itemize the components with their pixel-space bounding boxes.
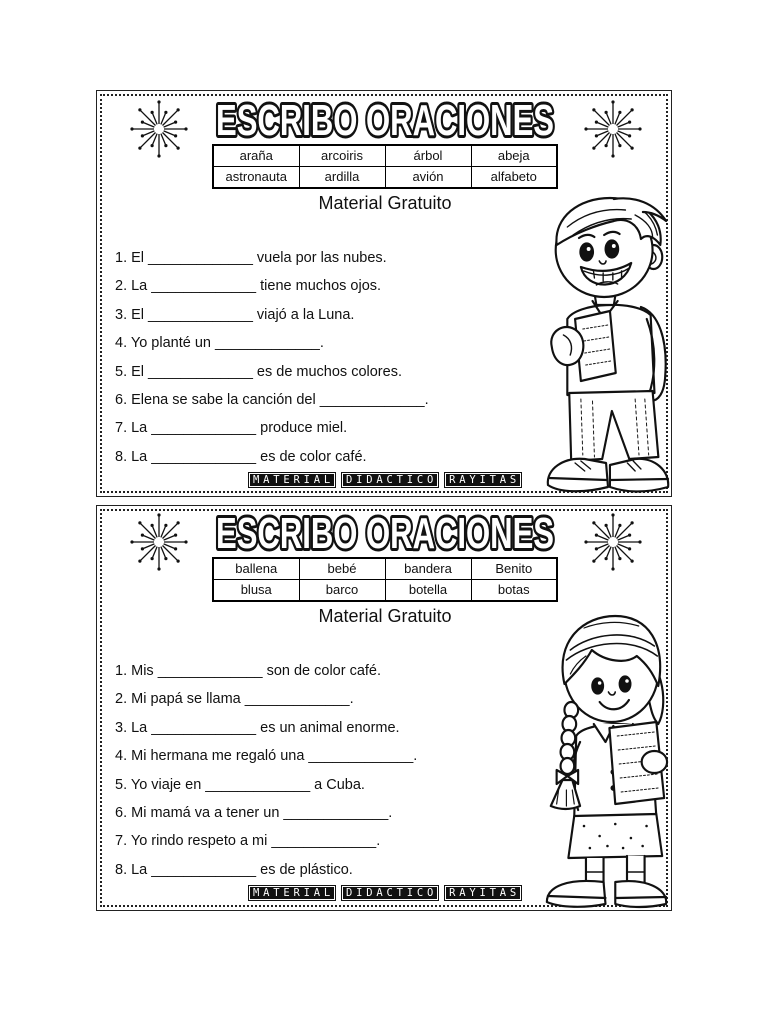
sentence-item: 7. La _____________ produce miel. <box>115 420 348 437</box>
word-bank-cell: abeja <box>471 145 557 167</box>
burst-dot <box>611 154 614 157</box>
burst-dot <box>164 524 167 527</box>
burst-dot <box>628 547 631 550</box>
burst-dot <box>618 557 621 560</box>
word-bank-cell: Benito <box>471 558 557 580</box>
word-bank-cell: ardilla <box>299 167 385 189</box>
burst-dot <box>157 100 160 103</box>
burst-dot <box>595 121 598 124</box>
burst-dot <box>138 147 141 150</box>
burst-dot <box>151 111 154 114</box>
word-bank-row <box>213 580 557 602</box>
burst-dot <box>157 567 160 570</box>
word-bank-cell: bandera <box>385 558 471 580</box>
burst-dot <box>595 547 598 550</box>
sentence-item: 2. La _____________ tiene muchos ojos. <box>115 278 382 295</box>
word-bank <box>212 144 558 189</box>
burst-dot <box>611 513 614 516</box>
burst-dot <box>151 524 154 527</box>
burst-dot <box>618 524 621 527</box>
footer-tag: RAYITAS <box>444 885 522 901</box>
word-bank-cell: araña <box>213 145 299 167</box>
sentence-item: 8. La _____________ es de plástico. <box>115 861 353 878</box>
burst-dot <box>177 560 180 563</box>
burst-dot <box>592 560 595 563</box>
burst-dot <box>628 121 631 124</box>
burst-dot <box>138 521 141 524</box>
burst-dot <box>138 108 141 111</box>
word-bank-cell: alfabeto <box>471 167 557 189</box>
sentence-item: 5. Yo viaje en _____________ a Cuba. <box>115 776 365 793</box>
burst-dot <box>605 144 608 147</box>
word-bank-row <box>213 145 557 167</box>
burst-dot <box>141 547 144 550</box>
word-bank-row <box>213 167 557 189</box>
footer-tag: DIDACTICO <box>341 472 439 488</box>
word-bank-cell: arcoiris <box>299 145 385 167</box>
worksheet-card-2 <box>96 505 672 911</box>
burst-dot <box>177 521 180 524</box>
burst-dot <box>611 100 614 103</box>
burst-dot <box>174 134 177 137</box>
worksheet-card-1 <box>96 90 672 497</box>
burst-dot <box>174 547 177 550</box>
sentence-item: 3. El _____________ viajó a la Luna. <box>115 306 355 323</box>
footer-tag: DIDACTICO <box>341 885 439 901</box>
footer-brand <box>212 885 558 901</box>
sentence-item: 6. Elena se sabe la canción del _____________. <box>115 391 429 408</box>
burst-dot <box>584 540 587 543</box>
sentence-item: 6. Mi mamá va a tener un _____________. <box>115 804 393 821</box>
word-bank-cell: barco <box>299 580 385 602</box>
burst-dot <box>618 111 621 114</box>
footer-tag: RAYITAS <box>444 472 522 488</box>
burst-dot <box>638 540 641 543</box>
firework-icon <box>129 512 189 572</box>
burst-dot <box>595 534 598 537</box>
burst-dot <box>138 560 141 563</box>
burst-dot <box>628 134 631 137</box>
burst-dot <box>605 111 608 114</box>
burst-dot <box>151 557 154 560</box>
firework-icon <box>129 99 189 159</box>
firework-icon <box>583 512 643 572</box>
burst-dot <box>174 534 177 537</box>
burst-dot <box>605 557 608 560</box>
worksheet-title-text: ESCRIBO ORACIONES <box>216 509 554 558</box>
worksheet-title-text: ESCRIBO ORACIONES <box>216 96 554 145</box>
burst-dot <box>157 513 160 516</box>
burst-dot <box>177 147 180 150</box>
footer-brand <box>212 472 558 488</box>
sentence-item: 3. La _____________ es un animal enorme. <box>115 719 400 736</box>
burst-dot <box>592 147 595 150</box>
burst-dot <box>592 521 595 524</box>
burst-dot <box>130 127 133 130</box>
sentence-list <box>115 657 535 884</box>
burst-dot <box>631 108 634 111</box>
worksheet-title <box>209 508 561 556</box>
sentence-item: 7. Yo rindo respeto a mi _____________. <box>115 833 381 850</box>
subtitle: Material Gratuito <box>318 193 452 213</box>
burst-dot <box>130 540 133 543</box>
footer-tag: MATERIAL <box>248 885 336 901</box>
sentence-item: 4. Yo planté un _____________. <box>115 335 324 352</box>
word-bank-cell: bebé <box>299 558 385 580</box>
word-bank <box>212 557 558 602</box>
burst-dot <box>628 534 631 537</box>
sentence-list <box>115 244 535 471</box>
sentence-item: 5. El _____________ es de muchos colores. <box>115 363 402 380</box>
burst-dot <box>141 134 144 137</box>
burst-dot <box>141 121 144 124</box>
word-bank-cell: avión <box>385 167 471 189</box>
burst-dot <box>164 557 167 560</box>
burst-dot <box>595 134 598 137</box>
boy-holding-paper-icon <box>546 195 670 495</box>
sentence-item: 1. El _____________ vuela por las nubes. <box>115 250 387 266</box>
burst-dot <box>141 534 144 537</box>
subtitle: Material Gratuito <box>318 606 452 626</box>
burst-dot <box>584 127 587 130</box>
burst-dot <box>592 108 595 111</box>
sentence-item: 2. Mi papá se llama _____________. <box>115 691 354 708</box>
burst-dot <box>177 108 180 111</box>
burst-dot <box>184 540 187 543</box>
sentence-item: 1. Mis _____________ son de color café. <box>115 663 382 679</box>
sentence-item: 4. Mi hermana me regaló una _____________. <box>115 748 418 765</box>
burst-dot <box>631 147 634 150</box>
burst-dot <box>638 127 641 130</box>
burst-dot <box>631 560 634 563</box>
burst-dot <box>618 144 621 147</box>
sentence-item: 8. La _____________ es de color café. <box>115 448 367 465</box>
burst-dot <box>157 154 160 157</box>
burst-dot <box>174 121 177 124</box>
word-bank-cell: árbol <box>385 145 471 167</box>
burst-dot <box>164 111 167 114</box>
burst-dot <box>184 127 187 130</box>
burst-dot <box>164 144 167 147</box>
burst-dot <box>631 521 634 524</box>
word-bank-cell: ballena <box>213 558 299 580</box>
burst-dot <box>611 567 614 570</box>
footer-tag: MATERIAL <box>248 472 336 488</box>
word-bank-cell: astronauta <box>213 167 299 189</box>
word-bank-cell: blusa <box>213 580 299 602</box>
burst-dot <box>605 524 608 527</box>
burst-dot <box>151 144 154 147</box>
firework-icon <box>583 99 643 159</box>
word-bank-row <box>213 558 557 580</box>
word-bank-cell: botella <box>385 580 471 602</box>
worksheet-title <box>209 95 561 143</box>
girl-holding-board-icon <box>541 610 670 910</box>
word-bank-cell: botas <box>471 580 557 602</box>
